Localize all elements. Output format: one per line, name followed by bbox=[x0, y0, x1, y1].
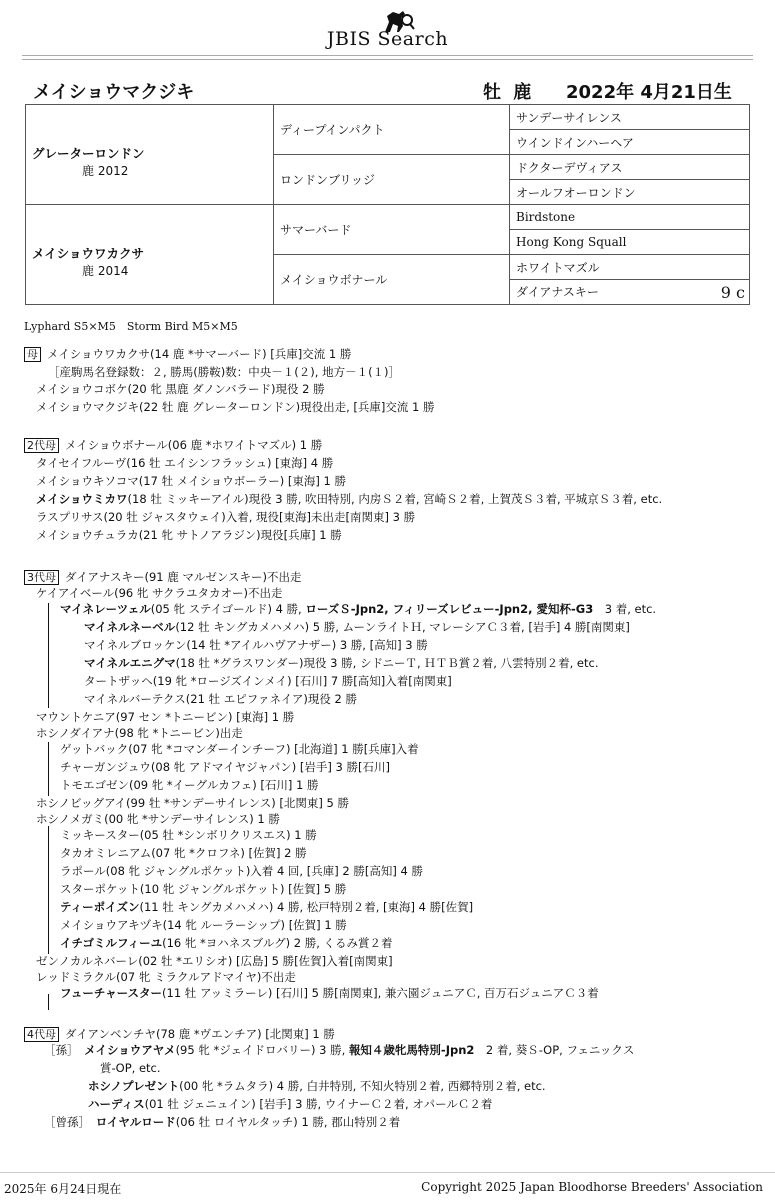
horse-name-link[interactable]: ハーディス bbox=[88, 1097, 145, 1111]
family-line bbox=[36, 381, 325, 397]
horse-name-link[interactable]: メイショウアヤメ bbox=[84, 1043, 176, 1057]
family-line bbox=[36, 811, 280, 827]
family-line bbox=[24, 346, 351, 362]
line-text: ミッキースター(05 牡 *シンボリクリスエス) 1 勝 bbox=[60, 828, 317, 842]
family-line bbox=[36, 527, 342, 543]
pedigree-g3[interactable]: ホワイトマズル bbox=[510, 255, 750, 280]
family-line bbox=[24, 569, 302, 585]
line-text: ダイアンベンチヤ(78 鹿 *ヴエンチア) [北関東] 1 勝 bbox=[65, 1027, 335, 1041]
line-text: (06 牡 ロイヤルタッチ) 1 勝, 郡山特別２着 bbox=[175, 1115, 401, 1129]
line-text: (11 牡 キングカメハメハ) 4 勝, 松戸特別２着, [東海] 4 勝[佐賀] bbox=[139, 900, 474, 914]
sex-color: 牡 鹿 bbox=[483, 82, 532, 103]
family-line bbox=[60, 899, 473, 915]
line-text: メイショウキソコマ(17 牡 メイショウボーラー) [東海] 1 勝 bbox=[36, 474, 347, 488]
family-line bbox=[36, 399, 435, 415]
line-text: マイネルブロッケン(14 牡 *アイルハヴアナザー) 3 勝, [高知] 3 勝 bbox=[84, 638, 428, 652]
family-line bbox=[60, 985, 599, 1001]
footer-copyright: Copyright 2025 Japan Bloodhorse Breeders' Association bbox=[421, 1180, 763, 1194]
line-text: メイショウチュラカ(21 牝 サトノアラジン)現役[兵庫] 1 勝 bbox=[36, 528, 342, 542]
line-text: メイショウアキヅキ(14 牝 ルーラーシップ) [佐賀] 1 勝 bbox=[60, 918, 347, 932]
family-line bbox=[88, 1078, 546, 1094]
sire-cell bbox=[26, 105, 274, 205]
pedigree-g3[interactable]: オールフオーロンドン bbox=[510, 180, 750, 205]
line-text: ［産駒馬名登録数：２, 勝馬(勝鞍)数：中央－１(２), 地方－１(１)］ bbox=[48, 365, 401, 379]
graded-race-text: ローズＳ-Jpn2, フィリーズレビュー-Jpn2, 愛知杯-G3 bbox=[305, 602, 594, 616]
family-line bbox=[36, 953, 393, 969]
pedigree-g3[interactable]: ダイアナスキー bbox=[516, 284, 599, 299]
pedigree-table bbox=[25, 104, 750, 305]
site-logo[interactable] bbox=[0, 8, 775, 50]
family-line bbox=[84, 655, 599, 671]
line-text: (18 牡 ミッキーアイル)現役 3 勝, 吹田特別, 内房Ｓ２着, 宮崎Ｓ２着, 上賀茂Ｓ３着, 平城京Ｓ３着, etc. bbox=[127, 492, 663, 506]
line-text: ホシノメガミ(00 牝 *サンデーサイレンス) 1 勝 bbox=[36, 812, 280, 826]
horse-name-link[interactable]: マイネルネーベル bbox=[84, 620, 176, 634]
family-line bbox=[60, 863, 423, 879]
line-text: メイショウコボケ(20 牝 黒鹿 ダノンバラード)現役 2 勝 bbox=[36, 382, 325, 396]
family-line bbox=[24, 437, 322, 453]
logo-text: JBIS Search bbox=[326, 28, 449, 50]
dam-info: 鹿 2014 bbox=[82, 264, 129, 278]
inbreeding-note: Lyphard S5×M5 Storm Bird M5×M5 bbox=[24, 320, 238, 333]
family-line bbox=[84, 691, 357, 707]
family-line bbox=[100, 1060, 161, 1076]
family-line bbox=[88, 1096, 492, 1112]
dam-name[interactable]: メイショウワカクサ bbox=[32, 246, 145, 261]
line-text: メイショウワカクサ(14 鹿 *サマーバード) [兵庫]交流 1 勝 bbox=[47, 347, 352, 361]
horse-name-link[interactable]: マイネレーツェル bbox=[60, 602, 151, 616]
footer-date: 2025年 6月24日現在 bbox=[4, 1182, 122, 1196]
horse-logo-icon bbox=[377, 8, 417, 34]
pedigree-g3[interactable]: サンデーサイレンス bbox=[510, 105, 750, 130]
line-text: (11 牡 アッミラーレ) [石川] 5 勝[南関東], 兼六園ジュニアＣ, 百万石ジュニアＣ３着 bbox=[162, 986, 599, 1000]
line-text: ホシノダイアナ(98 牝 *トニービン)出走 bbox=[36, 726, 243, 740]
pedigree-g3[interactable]: Hong Kong Squall bbox=[510, 230, 750, 255]
family-line bbox=[36, 491, 662, 507]
pedigree-g2[interactable]: メイショウボナール bbox=[274, 255, 510, 305]
pedigree-g2[interactable]: ディープインパクト bbox=[274, 105, 510, 155]
bracket-line bbox=[48, 742, 49, 796]
generation-tag: 2代母 bbox=[24, 438, 59, 453]
line-text: ラスプリサス(20 牡 ジャスタウェイ)入着, 現役[東海]未出走[南関東] 3 勝 bbox=[36, 510, 416, 524]
dam-cell bbox=[26, 205, 274, 305]
line-text: チャーガンジュウ(08 牝 アドマイヤジャパン) [岩手] 3 勝[石川] bbox=[60, 760, 390, 774]
line-text: ケイアイベール(96 牝 サクラユタカオー)不出走 bbox=[36, 586, 283, 600]
line-text: スターポケット(10 牝 ジャングルポケット) [佐賀] 5 勝 bbox=[60, 882, 347, 896]
horse-name-link[interactable]: ティーポイズン bbox=[60, 900, 140, 914]
line-text: タートザッヘ(19 牝 *ロージズインメイ) [石川] 7 勝[高知]入着[南関東] bbox=[84, 674, 452, 688]
line-text: 3 着, etc. bbox=[593, 602, 657, 616]
family-line bbox=[60, 777, 319, 793]
pedigree-g3[interactable]: Birdstone bbox=[510, 205, 750, 230]
family-line bbox=[36, 509, 415, 525]
family-line bbox=[36, 969, 296, 985]
pedigree-g3[interactable]: ウインドインハーヘア bbox=[510, 130, 750, 155]
line-text: 賞-OP, etc. bbox=[100, 1061, 161, 1075]
generation-tag: 母 bbox=[24, 347, 41, 362]
horse-name: メイショウマクジキ bbox=[33, 82, 195, 103]
family-line bbox=[24, 1026, 335, 1042]
header-rule bbox=[22, 55, 753, 56]
horse-name-link[interactable]: マイネルエニグマ bbox=[84, 656, 176, 670]
line-text: (05 牝 ステイゴールド) 4 勝, bbox=[150, 602, 306, 616]
family-line bbox=[36, 473, 346, 489]
sire-info: 鹿 2012 bbox=[82, 164, 129, 178]
family-line bbox=[60, 601, 656, 617]
family-line bbox=[44, 1042, 634, 1058]
line-text: 2 着, 葵Ｓ-OP, フェニックス bbox=[474, 1043, 635, 1057]
family-line bbox=[60, 881, 346, 897]
line-text: レッドミラクル(07 牝 ミラクルアドマイヤ)不出走 bbox=[36, 970, 296, 984]
family-line bbox=[60, 759, 390, 775]
line-text: ゲットバック(07 牝 *コマンダーインチーフ) [北海道] 1 勝[兵庫]入着 bbox=[60, 742, 419, 756]
family-line bbox=[36, 709, 294, 725]
line-text: (12 牡 キングカメハメハ) 5 勝, ムーンライトＨ, マレーシアＣ３着, [岩手] 4 勝[南関東] bbox=[175, 620, 630, 634]
sire-name[interactable]: グレーターロンドン bbox=[32, 146, 145, 161]
family-line bbox=[44, 1114, 400, 1130]
family-line bbox=[60, 917, 347, 933]
line-text: マウントケニア(97 セン *トニービン) [東海] 1 勝 bbox=[36, 710, 295, 724]
line-text: (18 牡 *グラスワンダー)現役 3 勝, シドニーＴ, ＨＴＢ賞２着, 八雲特別２着, etc. bbox=[175, 656, 599, 670]
family-line bbox=[84, 673, 452, 689]
pedigree-g2[interactable]: サマーバード bbox=[274, 205, 510, 255]
line-text: (95 牝 *ジェイドロバリー) 3 勝, bbox=[175, 1043, 349, 1057]
line-text: トモエゴゼン(09 牝 *イーグルカフェ) [石川] 1 勝 bbox=[60, 778, 319, 792]
line-text: タカオミレニアム(07 牝 *クロフネ) [佐賀] 2 勝 bbox=[60, 846, 307, 860]
pedigree-g2[interactable]: ロンドンブリッジ bbox=[274, 155, 510, 205]
family-line bbox=[60, 845, 307, 861]
family-line bbox=[84, 637, 428, 653]
family-line bbox=[84, 619, 630, 635]
line-text: (00 牝 *ラムタラ) 4 勝, 白井特別, 不知火特別２着, 西郷特別２着, etc. bbox=[179, 1079, 546, 1093]
horse-name-link[interactable]: メイショウミカワ bbox=[36, 492, 128, 506]
family-line bbox=[36, 725, 243, 741]
line-text: タイセイフルーヴ(16 牡 エイシンフラッシュ) [東海] 4 勝 bbox=[36, 456, 334, 470]
line-text: ゼンノカルネバーレ(02 牡 *エリシオ) [広島] 5 勝[佐賀]入着[南関東] bbox=[36, 954, 393, 968]
bracket-line bbox=[48, 826, 49, 954]
horse-name-link[interactable]: ホシノプレゼント bbox=[88, 1079, 180, 1093]
header-rule bbox=[22, 59, 753, 60]
family-line bbox=[60, 741, 419, 757]
family-line bbox=[60, 827, 317, 843]
line-text: メイショウボナール(06 鹿 *ホワイトマズル) 1 勝 bbox=[65, 438, 323, 452]
family-number: 9 c bbox=[720, 282, 745, 302]
horse-name-link[interactable]: イチゴミルフィーユ bbox=[60, 936, 163, 950]
relation-label: ［孫］ bbox=[44, 1043, 73, 1057]
line-text: (16 牝 *ヨハネスブルグ) 2 勝, くるみ賞２着 bbox=[162, 936, 393, 950]
family-line bbox=[36, 585, 283, 601]
line-text: ダイアナスキー(91 鹿 マルゼンスキー)不出走 bbox=[65, 570, 302, 584]
line-text: (01 牡 ジェニュイン) [岩手] 3 勝, ウイナーＣ２着, オパールＣ２着 bbox=[144, 1097, 493, 1111]
bracket-line bbox=[48, 603, 49, 708]
birth-date: 2022年 4月21日生 bbox=[566, 82, 732, 103]
line-text: メイショウマクジキ(22 牡 鹿 グレーターロンドン)現役出走, [兵庫]交流 1 勝 bbox=[36, 400, 435, 414]
generation-tag: 3代母 bbox=[24, 570, 59, 585]
family-line bbox=[60, 935, 393, 951]
family-line bbox=[36, 455, 333, 471]
graded-race-text: 報知４歳牝馬特別-Jpn2 bbox=[348, 1043, 475, 1057]
line-text: ラポール(08 牝 ジャングルポケット)入着 4 回, [兵庫] 2 勝[高知] 4 勝 bbox=[60, 864, 423, 878]
pedigree-g3-last bbox=[510, 280, 750, 305]
horse-name-link[interactable]: フューチャースター bbox=[60, 986, 163, 1000]
family-line bbox=[48, 364, 400, 380]
family-line bbox=[36, 795, 349, 811]
pedigree-g3[interactable]: ドクターデヴィアス bbox=[510, 155, 750, 180]
line-text: ホシノビッグアイ(99 牡 *サンデーサイレンス) [北関東] 5 勝 bbox=[36, 796, 349, 810]
horse-name-link[interactable]: ロイヤルロード bbox=[95, 1115, 176, 1129]
footer-rule bbox=[0, 1172, 775, 1173]
generation-tag: 4代母 bbox=[24, 1027, 59, 1042]
bracket-line bbox=[48, 994, 49, 1010]
relation-label: ［曾孫］ bbox=[44, 1115, 85, 1129]
line-text: マイネルバーテクス(21 牡 エピファネイア)現役 2 勝 bbox=[84, 692, 358, 706]
